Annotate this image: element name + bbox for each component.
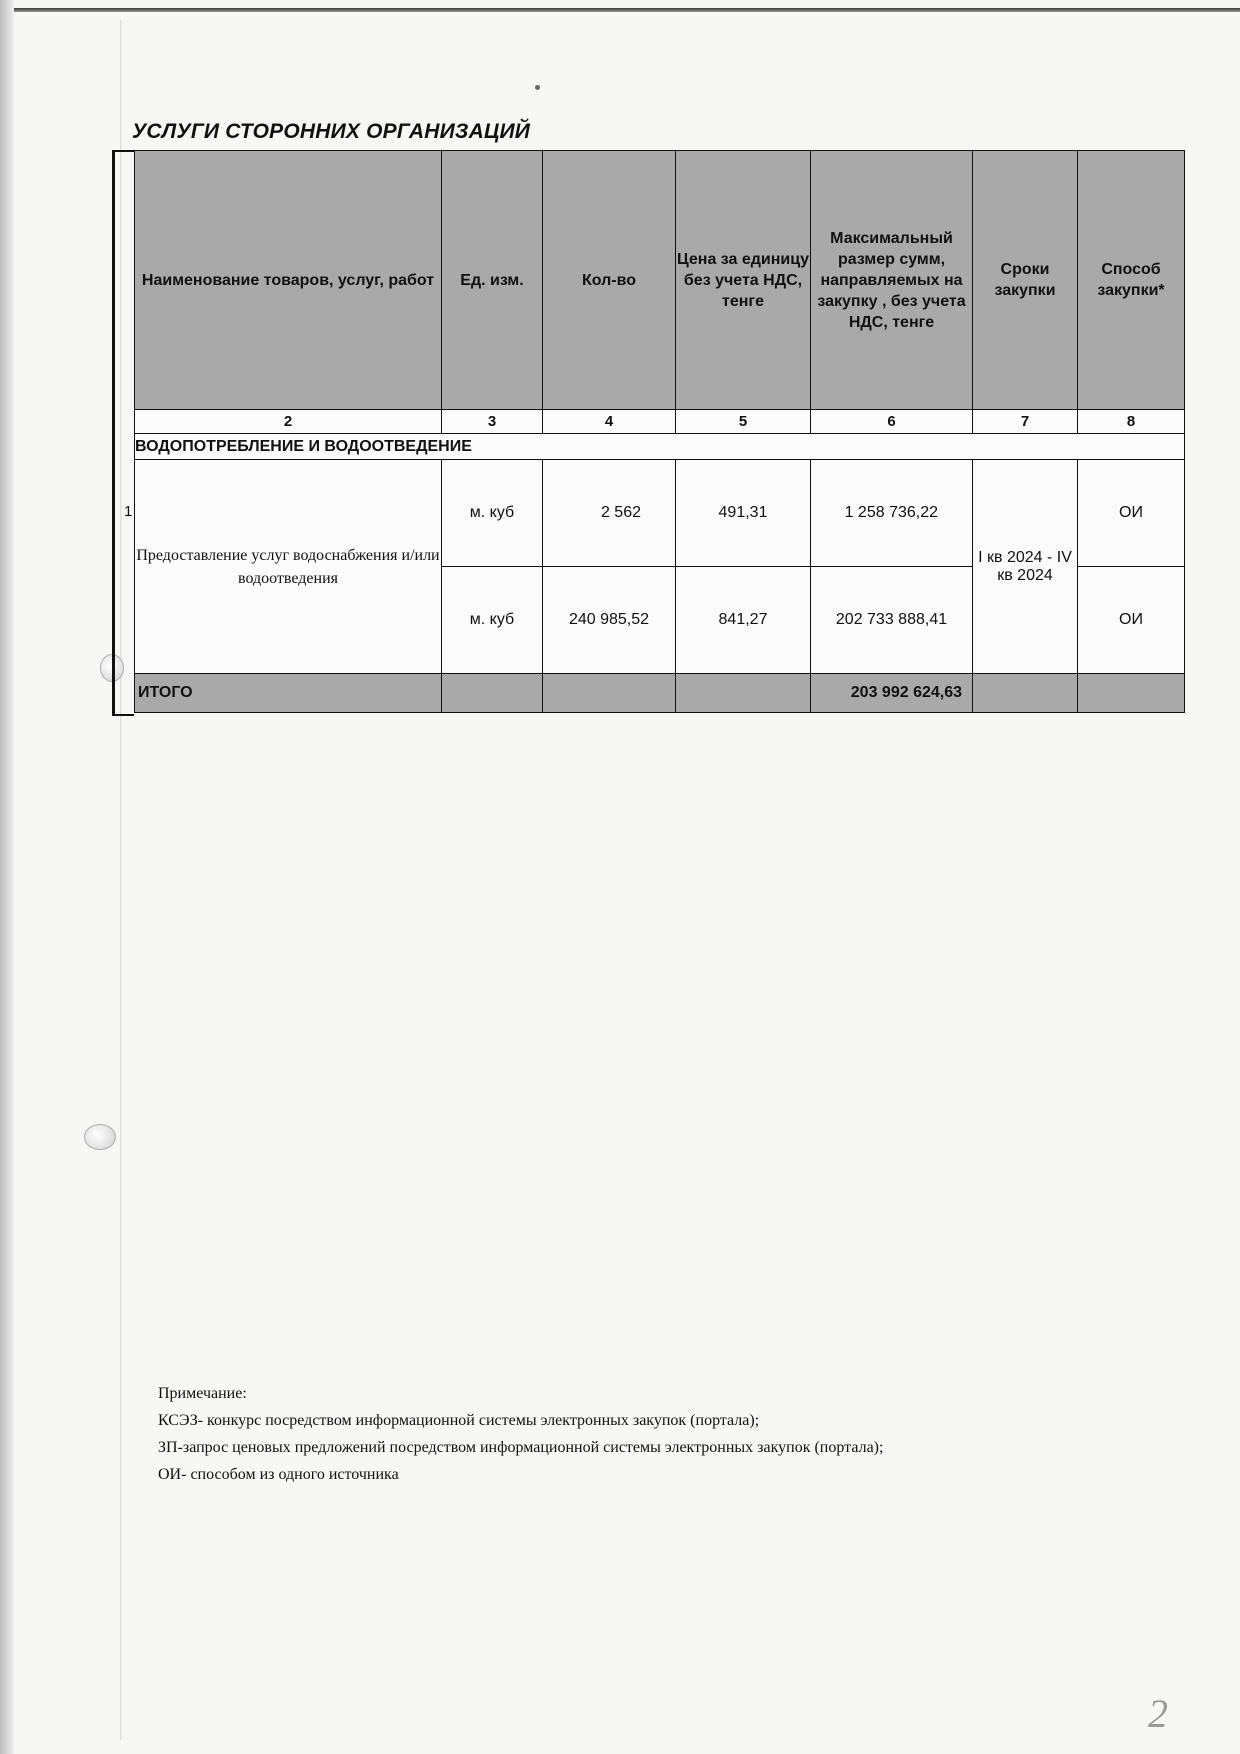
total-empty-cell [543, 674, 676, 713]
cell-qty: 240 985,52 [543, 567, 676, 674]
cell-unit: м. куб [442, 460, 543, 567]
table-left-border-bottom [112, 714, 134, 716]
page-top-edge [0, 8, 1240, 12]
notes-block [158, 1380, 883, 1488]
page-left-edge [0, 0, 14, 1754]
column-number: 3 [442, 410, 543, 434]
column-number: 5 [676, 410, 811, 434]
column-number-row [135, 410, 1185, 434]
cell-sum: 202 733 888,41 [811, 567, 973, 674]
total-empty-cell [676, 674, 811, 713]
note-line: ЗП-запрос ценовых предложений посредством информационной системы электронных закупок (портала); [158, 1439, 884, 1456]
page-number: 2 [1148, 1691, 1168, 1736]
header-method: Способ закупки* [1078, 151, 1185, 410]
cell-qty: 2 562 [543, 460, 676, 567]
page-fold-line [120, 20, 122, 1740]
header-max-sum: Максимальный размер сумм, направляемых на закупку , без учета НДС, тенге [811, 151, 973, 410]
header-price: Цена за единицу без учета НДС, тенге [676, 151, 811, 410]
services-table [134, 150, 1185, 713]
column-number: 7 [973, 410, 1078, 434]
column-number: 2 [135, 410, 442, 434]
note-line: ОИ- способом из одного источника [158, 1466, 399, 1483]
total-label: ИТОГО [135, 674, 442, 713]
item-name: Предоставление услуг водоснабжения и/или водоотведения [135, 460, 442, 674]
cell-price: 491,31 [676, 460, 811, 567]
cell-sum: 1 258 736,22 [811, 460, 973, 567]
note-line: КСЭЗ- конкурс посредством информационной системы электронных закупок (портала); [158, 1412, 760, 1429]
notes-title: Примечание: [158, 1385, 247, 1402]
header-qty: Кол-во [543, 151, 676, 410]
column-number: 8 [1078, 410, 1185, 434]
total-row [135, 674, 1185, 713]
section-title: УСЛУГИ СТОРОННИХ ОРГАНИЗАЦИЙ [132, 120, 531, 143]
binder-hole-bottom [84, 1124, 116, 1150]
table-left-border [112, 150, 115, 716]
column-number: 4 [543, 410, 676, 434]
table-row [135, 460, 1185, 567]
total-empty-cell [442, 674, 543, 713]
category-row [135, 434, 1185, 460]
header-name: Наименование товаров, услуг, работ [135, 151, 442, 410]
row-index: 1 [124, 503, 133, 520]
total-empty-cell [973, 674, 1078, 713]
cell-method: ОИ [1078, 460, 1185, 567]
scan-speck [535, 85, 540, 90]
category-label: ВОДОПОТРЕБЛЕНИЕ И ВОДООТВЕДЕНИЕ [135, 434, 1185, 460]
cell-price: 841,27 [676, 567, 811, 674]
total-sum: 203 992 624,63 [811, 674, 973, 713]
header-terms: Сроки закупки [973, 151, 1078, 410]
header-unit: Ед. изм. [442, 151, 543, 410]
total-empty-cell [1078, 674, 1185, 713]
column-number: 6 [811, 410, 973, 434]
cell-terms: I кв 2024 - IV кв 2024 [973, 460, 1078, 674]
header-row [135, 151, 1185, 410]
table-left-border-top [112, 150, 134, 152]
cell-method: ОИ [1078, 567, 1185, 674]
cell-unit: м. куб [442, 567, 543, 674]
